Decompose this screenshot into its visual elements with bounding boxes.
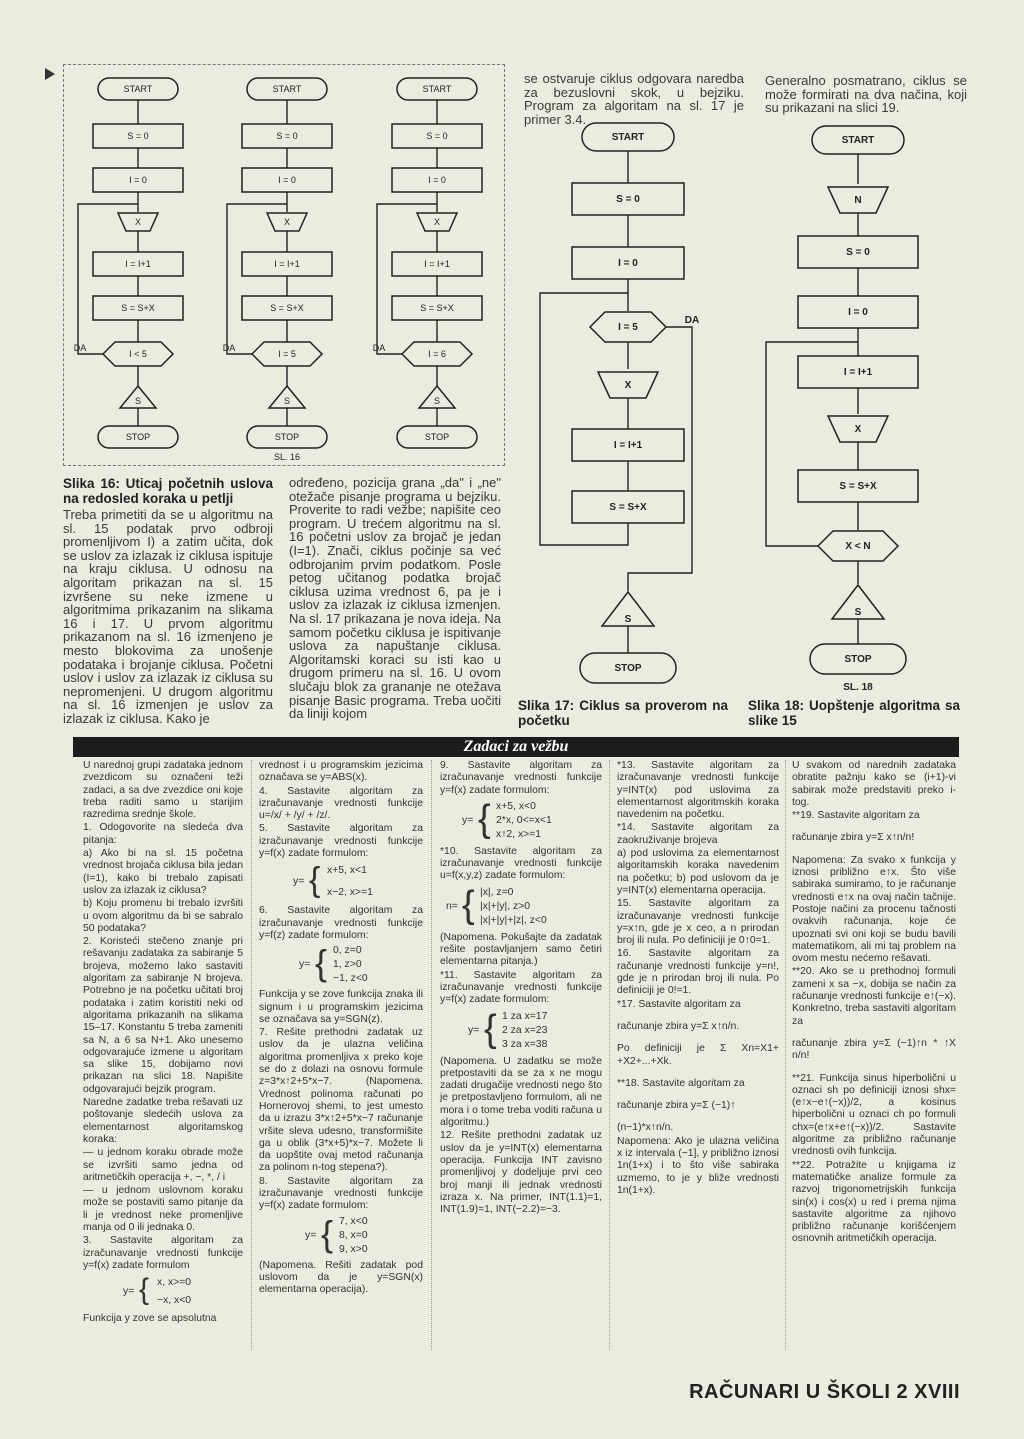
formula-11: y= { 1 za x=17 2 za x=23 3 za x=38 bbox=[468, 1007, 548, 1050]
exercises-column-5 bbox=[792, 760, 956, 1247]
ex-c1-p3: b) Koju promenu bi trebalo izvršiti u ovom algoritmu da bi se sabralo 50 podataka? bbox=[83, 898, 243, 934]
caption-figure-16: Slika 16: Uticaj početnih uslova na redosled koraka u petlji bbox=[63, 476, 273, 506]
fig16-chart2-s0-label: S = 0 bbox=[276, 131, 298, 141]
fig17-cond-label: I = 5 bbox=[618, 322, 638, 333]
figure-17 bbox=[530, 115, 730, 705]
exercises-column-2 bbox=[259, 760, 423, 1298]
fig16-chart1-input-label: X bbox=[134, 217, 142, 227]
column-divider bbox=[785, 760, 787, 1350]
ex-c2-end: (Napomena. Rešiti zadatak pod uslovom da je y=SGN(x) elementarna operacija). bbox=[259, 1259, 423, 1296]
fig18-input-n-label: N bbox=[854, 195, 862, 206]
formula-3-case-2: −x, x<0 bbox=[157, 1295, 192, 1307]
fig16-chart3-inc-label: I = I+1 bbox=[424, 259, 450, 269]
fig18-acc-label: S = S+X bbox=[839, 481, 877, 492]
ex-c5-19n: Napomena: Za svako x funkcija y iznosi približno e↑x. Što više sabiraka sumiramo, to je računanje vrednosti e↑x na ovaj način tačnije. Postoje načini za procenu tačnosti ovakvih računanja, koje će upoznati svi oni koji se budu bavili matematikom, ali mi taj problem na ovom mestu nećemo rešavati. bbox=[792, 854, 956, 965]
fig17-inc-label: I = I+1 bbox=[613, 440, 643, 451]
fig16-chart3-yes-label: DA bbox=[372, 343, 386, 353]
fig17-exit bbox=[628, 327, 692, 591]
ex-c2-b0: Funkcija y se zove funkcija znaka ili signum i u programskim jezicima se označava sa y=SGN(z). bbox=[259, 989, 424, 1025]
formula-3: y= { x, x>=0 −x, x<0 bbox=[123, 1273, 192, 1307]
formula-10: n= { |x|, z=0 |x|+|y|, z>0 |x|+|y|+|z|, z<0 bbox=[446, 884, 602, 932]
fig18-out-label: S bbox=[854, 607, 862, 618]
formula-5-case-1: x+5, x<1 bbox=[327, 865, 367, 877]
formula-6-case-3: −1, z<0 bbox=[333, 973, 368, 985]
fig16-chart3-cond-label: I = 6 bbox=[428, 349, 446, 359]
exercises-column-1 bbox=[83, 760, 243, 1326]
ex-c1-p8: 3. Sastavite algoritam za izračunavanje vrednosti funkcije y=f(x) zadate formulom bbox=[83, 1235, 243, 1271]
ex-c4-18f: računanje zbira y=Σ (−1)↑ bbox=[617, 1100, 736, 1112]
ex-c2-p1: 4. Sastavite algoritam za izračunavanje vrednosti funkcije u=/x/ + /y/ + /z/. bbox=[259, 785, 423, 822]
ex-c1-p5: Naredne zadatke treba rešavati uz poštovanje sledećih uslova za elementarnost algoritamskog koraka: bbox=[83, 1097, 243, 1145]
fig16-chart1-stop-label: STOP bbox=[125, 432, 151, 442]
exercises-column-4 bbox=[617, 760, 779, 1198]
formula-10-case-2: |x|+|y|, z>0 bbox=[480, 900, 531, 912]
fig16-chart3-i0-label: I = 0 bbox=[428, 175, 446, 185]
fig18-input-label: X bbox=[854, 424, 862, 435]
ex-c4-17: *17. Sastavite algoritam za bbox=[617, 998, 741, 1010]
formula-9-case-2: 2*x, 0<=x<1 bbox=[496, 814, 552, 826]
fig16-chart2-loop bbox=[227, 204, 287, 354]
formula-5-case-2: x−2, x>=1 bbox=[327, 887, 373, 899]
fig18-i0-label: I = 0 bbox=[848, 307, 868, 318]
formula-9-case-1: x+5, x<0 bbox=[496, 800, 536, 812]
ex-c2-b2: 8. Sastavite algoritam za izračunavanje vrednosti funkcije y=f(x) zadate formulom: bbox=[259, 1175, 423, 1212]
ex-c4-14: *14. Sastavite algoritam za zaokruživanje brojeva bbox=[617, 822, 779, 846]
column-divider bbox=[609, 760, 611, 1350]
ex-c5-21: **21. Funkcija sinus hiperbolični u oznaci sh po definiciji iznosi shx=(e↑x−e↑(−x))/2, a kosinus hiperbolični u oznaci ch po formuli chx=(e↑x+e↑(−x))/2. Sastavite algoritme za približno računanje vrednosti ovih funkcija. bbox=[792, 1072, 956, 1158]
fig16-chart3-out-label: S bbox=[433, 396, 441, 406]
formula-3-case-1: x, x>=0 bbox=[157, 1277, 192, 1289]
ex-c3-9: 9. Sastavite algoritam za izračunavanje vrednosti funkcije y=f(x) zadate formulom: bbox=[440, 760, 602, 796]
body-column-1: Treba primetiti da se u algoritmu na sl. 15 podatak prvo odbroji promenljivom I) a zatim učita, dok se uslov za izlazak iz ciklusa ispituje na kraju ciklusa. U odnosu na algoritam prikazan na sl. 15 izvršene su neke izmene u algoritmima prikazanim na slikama 16 i 17. U prvom algoritmu prikazanom na sl. 16 izmenjeno je mesto blokovima za unošenje podataka i brojanje ciklusa. Početni uslov i uslov za izlazak iz ciklusa su nepromenjeni. U drugom algoritmu na sl. 16 izmenjen je uslov za izlazak iz ciklusa. Kako je bbox=[63, 507, 273, 726]
fig16-chart2-stop-label: STOP bbox=[274, 432, 300, 442]
ex-c1-p7: — u jednom uslovnom koraku može se postaviti samo pitanje da li je vrednost neke promenljive manja od 0 ili jednaka 0. bbox=[83, 1185, 243, 1233]
ex-c1-p1: 1. Odogovorite na sledeća dva pitanja: bbox=[83, 822, 243, 846]
ex-c1-p0: U narednoj grupi zadataka jednom zvezdicom su označeni teži zadaci, a sa dve zvezdice oni koje treba raditi samo u starijim razredima srednje škole. bbox=[83, 760, 243, 821]
fig18-stop-label: STOP bbox=[844, 654, 872, 665]
fig16-chart1-inc-label: I = I+1 bbox=[125, 259, 151, 269]
formula-9-case-3: x↑2, x>=1 bbox=[496, 828, 542, 840]
fig17-input-label: X bbox=[624, 380, 632, 391]
fig16-chart1-s0-label: S = 0 bbox=[127, 131, 149, 141]
fig16-chart1-i0-label: I = 0 bbox=[129, 175, 147, 185]
figure-16 bbox=[63, 64, 503, 464]
ex-c3-10: *10. Sastavite algoritam za izračunavanje vrednosti funkcije u=f(x,y,z) zadate formulom: bbox=[440, 845, 602, 882]
column-divider bbox=[251, 760, 253, 1350]
formula-9: y= { x+5, x<0 2*x, 0<=x<1 x↑2, x>=1 bbox=[462, 797, 552, 840]
formula-6-case-1: 0, z=0 bbox=[333, 945, 362, 957]
exercises-title-bar bbox=[73, 737, 959, 757]
ex-c4-17f: računanje zbira y=Σ x↑n/n. bbox=[617, 1020, 740, 1032]
fig18-inc-label: I = I+1 bbox=[843, 367, 873, 378]
fig17-acc-label: S = S+X bbox=[609, 502, 647, 513]
fig16-chart2-i0-label: I = 0 bbox=[278, 175, 296, 185]
page-marker-triangle bbox=[45, 68, 55, 80]
text-top-right: Generalno posmatrano, ciklus se može formirati na dva načina, koji su prikazani na slici 19. bbox=[765, 73, 967, 116]
ex-c4-18n: Napomena: Ako je ulazna veličina x iz intervala (−1], y približno iznosi 1n(1+x) i to što više sabiraka uzmemo, to je y bliže vrednosti 1n(1+x). bbox=[617, 1135, 779, 1196]
fig16-chart1-yes-label: DA bbox=[73, 343, 87, 353]
figure-18 bbox=[752, 118, 962, 703]
fig16-chart1-loop bbox=[78, 204, 138, 354]
ex-c1-end: Funkcija y zove se apsolutna bbox=[83, 1313, 217, 1325]
fig16-chart2-out-label: S bbox=[283, 396, 291, 406]
ex-c4-13: *13. Sastavite algoritam za izračunavanje vrednosti funkcije y=INT(x) pod uslovima za elementarnost algoritmskih koraka navedenim na početku. bbox=[617, 760, 779, 821]
fig18-start-label: START bbox=[841, 135, 875, 146]
ex-c1-p2: a) Ako bi na sl. 15 početna vrednost brojača ciklusa bila jedan (I=1), kako bi trebalo zapisati uslov za izlazak iz ciklusa? bbox=[83, 848, 243, 896]
fig16-chart3-acc-label: S = S+X bbox=[420, 303, 454, 313]
fig16-chart2-acc-label: S = S+X bbox=[270, 303, 304, 313]
exercises-column-3 bbox=[440, 760, 602, 1217]
formula-10-case-1: |x|, z=0 bbox=[480, 886, 514, 898]
fig18-s0-label: S = 0 bbox=[846, 247, 870, 258]
ex-c4-15: 15. Sastavite algoritam za izračunavanje vrednosti funkcije y=x↑n, gde je x ceo, a n prirodan broj ili nula. Po definiciji je 0↑0=1. bbox=[617, 898, 779, 947]
fig16-chart2-yes-label: DA bbox=[222, 343, 236, 353]
ex-c5-19f: računanje zbira y=Σ x↑n/n! bbox=[792, 832, 915, 844]
body-column-2: određeno, pozicija grana „da" i „ne" otežače pisanje programa u bejziku. Proverite to radi vežbe; napišite ceo program. U trećem algoritmu na sl. 16 početni uslov za brojač je jedan (I=1). Znači, ciklus počinje sa već odbrojanim prvim podatkom. Posle petog učitanog podatka brojač ciklusa uzima vrednost 6, pa je i uslov za izlazak iz ciklusa izmenjen. Na sl. 17 prikazana je nova ideja. Na samom početku ciklusa je ispitivanje uslova za napuštanje ciklusa. Algoritamski koraci su isti kao u drugom primeru na sl. 16. U ovom slučaju blok za grananje ne otežava pisanje Basic programa. Treba uočiti da liniji kojom bbox=[289, 475, 501, 722]
ex-c2-p2: 5. Sastavite algoritam za izračunavanje vrednosti funkcije y=f(x) zadate formulom: bbox=[259, 823, 423, 860]
ex-c2-p0: vrednost i u programskim jezicima označava se y=ABS(x). bbox=[259, 760, 423, 784]
fig16-chart1-cond-label: I < 5 bbox=[129, 349, 147, 359]
ex-c5-p0: U svakom od narednih zadataka obratite pažnju kako se (i+1)-vi sabirak može predstaviti preko i-tog. bbox=[792, 760, 956, 808]
ex-c2-6: 6. Sastavite algoritam za izračunavanje vrednosti funkcije y=f(z) zadate formulom: bbox=[259, 905, 423, 941]
text-top-mid: se ostvaruje ciklus odgovara naredba za bezuslovni skok, u bejziku. Program za algoritam na sl. 17 je primer 3.4. bbox=[524, 71, 744, 127]
ex-c4-16: 16. Sastavite algoritam za računanje vrednosti funkcije y=n!, gde je n prirodan broj ili nula. Po definiciji je 0!=1. bbox=[617, 948, 779, 997]
fig17-i0-label: I = 0 bbox=[618, 258, 638, 269]
ex-c4-14a: a) pod uslovima za elementarnost algoritamskih koraka navedenim na početku; b) pod uslovom da je y=INT(x) elementarna operacija. bbox=[617, 848, 779, 896]
fig16-chart3-input-label: X bbox=[433, 217, 441, 227]
fig16-chart3-stop-label: STOP bbox=[424, 432, 450, 442]
fig17-out-label: S bbox=[624, 614, 632, 625]
ex-c2-b1: 7. Rešite prethodni zadatak uz uslov da je ulazna veličina algoritma promenljiva x preko koje se do z dolazi na osnovu formule z=3*x↑2+5*x−7. (Napomena. Vrednost polinoma računati po Hornerovoj shemi, to jest umesto da u izrazu 3*x↑2+5*x−7 računanje vršite sleva udesno, transformišite ga u oblik (3*x+5)*x−7. Možete li da uopštite ovaj metod računanja za polinom n-tog stepena?). bbox=[259, 1027, 423, 1174]
ex-c3-11n: (Napomena. U zadatku se može pretpostaviti da se za x ne mogu zadati drugačije vrednosti nego što je pretpostavljeno formulom, ali ne mora i o tome treba voditi računa u algoritmu.) bbox=[440, 1055, 602, 1129]
caption-figure-17: Slika 17: Ciklus sa proverom na početku bbox=[518, 698, 728, 728]
formula-11-case-1: 1 za x=17 bbox=[502, 1010, 548, 1022]
ex-c5-20: **20. Ako se u prethodnoj formuli zameni x sa −x, dobija se način za računanje vrednosti funkcije e↑(−x). Konkretno, treba sastaviti algoritam za bbox=[792, 966, 956, 1027]
ex-c3-10n: (Napomena. Pokušajte da zadatak rešite postavljanjem samo četiri elementarna pitanja.) bbox=[440, 931, 602, 968]
page-footer: RAČUNARI U ŠKOLI 2 XVIII bbox=[689, 1381, 960, 1403]
exercises-title: Zadaci za vežbu bbox=[463, 738, 569, 755]
formula-6-case-2: 1, z>0 bbox=[333, 959, 362, 971]
ex-c4-17d: Po definiciji je Σ Xn=X1+ +X2+...+Xk. bbox=[617, 1043, 779, 1067]
formula-8: y= { 7, x<0 8, x=0 9, x>0 bbox=[305, 1212, 368, 1255]
ex-c5-20f: računanje zbira y=Σ (−1)↑n * ↑X n/n! bbox=[792, 1037, 956, 1062]
formula-11-case-2: 2 za x=23 bbox=[502, 1024, 548, 1036]
formula-10-case-3: |x|+|y|+|z|, z<0 bbox=[480, 914, 547, 926]
fig16-chart1-acc-label: S = S+X bbox=[121, 303, 155, 313]
fig16-label: SL. 16 bbox=[273, 452, 301, 462]
ex-c1-p4: 2. Koristeći stečeno znanje pri rešavanju zadataka za sabiranje 5 brojeva, možemo lako sastaviti algoritam za sabiranje N brojeva. Potrebno je na početku učitati broj podataka i zatim koristiti neki od algoritama prikazanih na slikama 15–17. Konstantu 5 treba zameniti sa N, a 6 sa N+1. Ako unesemo odgovarajuće izmene u algoritam sa slike 15, dobijamo novi prikazan na slici 18. Napišite odgovarajući bejzik program. bbox=[83, 936, 243, 1095]
fig16-chart1-start-label: START bbox=[123, 84, 153, 94]
fig18-cond-label: X < N bbox=[845, 541, 871, 552]
formula-11-case-3: 3 za x=38 bbox=[502, 1038, 548, 1050]
formula-6: y= { 0, z=0 1, z>0 −1, z<0 bbox=[299, 942, 368, 985]
fig16-chart2-cond-label: I = 5 bbox=[278, 349, 296, 359]
ex-c1-p6: — u jednom koraku obrade može se izvršiti samo jedna od aritmetičkih operacija +, −, *, / i bbox=[83, 1147, 243, 1183]
formula-5: y= { x+5, x<1 x−2, x>=1 bbox=[293, 861, 373, 900]
column-divider bbox=[431, 760, 433, 1350]
fig16-chart1-out-label: S bbox=[134, 396, 142, 406]
ex-c3-12: 12. Rešite prethodni zadatak uz uslov da je y=INT(x) elementarna operacija. Funkcija INT zavisno promenljivoj y dodeljuje prvi ceo broj manji ili jednak vrednosti izraza x. Na primer, INT(1.1)=1, INT(1.9)=1, INT(−2.2)=−3. bbox=[440, 1130, 602, 1216]
fig17-s0-label: S = 0 bbox=[616, 194, 640, 205]
ex-c4-18: **18. Sastavite algoritam za bbox=[617, 1077, 745, 1089]
fig16-chart3-start-label: START bbox=[422, 84, 452, 94]
ex-c4-18g: (n−1)*x↑n/n. bbox=[617, 1122, 674, 1134]
fig16-chart2-start-label: START bbox=[272, 84, 302, 94]
fig18-label: SL. 18 bbox=[843, 682, 873, 693]
ex-c5-19: **19. Sastavite algoritam za bbox=[792, 810, 920, 822]
formula-8-case-3: 9, x>0 bbox=[339, 1243, 368, 1255]
fig17-stop-label: STOP bbox=[614, 663, 642, 674]
caption-figure-18: Slika 18: Uopštenje algoritma sa slike 15 bbox=[748, 698, 960, 728]
fig16-chart3-s0-label: S = 0 bbox=[426, 131, 448, 141]
fig16-chart2-input-label: X bbox=[283, 217, 291, 227]
formula-8-case-2: 8, x=0 bbox=[339, 1229, 368, 1241]
fig17-yes-label: DA bbox=[684, 315, 700, 326]
ex-c5-22: **22. Potražite u knjigama iz matematičke analize formule za razvoj trigonometrijskih funkcija sin(x) i cos(x) u red i prema njima sastavite algoritme za njihovo približno računanje korišćenjem osnovnih aritmetičkih operacija. bbox=[792, 1159, 956, 1245]
ex-c3-11: *11. Sastavite algoritam za izračunavanje vrednosti funkcije y=f(x) zadate formulom: bbox=[440, 969, 602, 1006]
fig17-start-label: START bbox=[611, 132, 645, 143]
fig16-chart2-inc-label: I = I+1 bbox=[274, 259, 300, 269]
fig16-chart3-loop bbox=[377, 204, 437, 354]
formula-8-case-1: 7, x<0 bbox=[339, 1215, 368, 1227]
